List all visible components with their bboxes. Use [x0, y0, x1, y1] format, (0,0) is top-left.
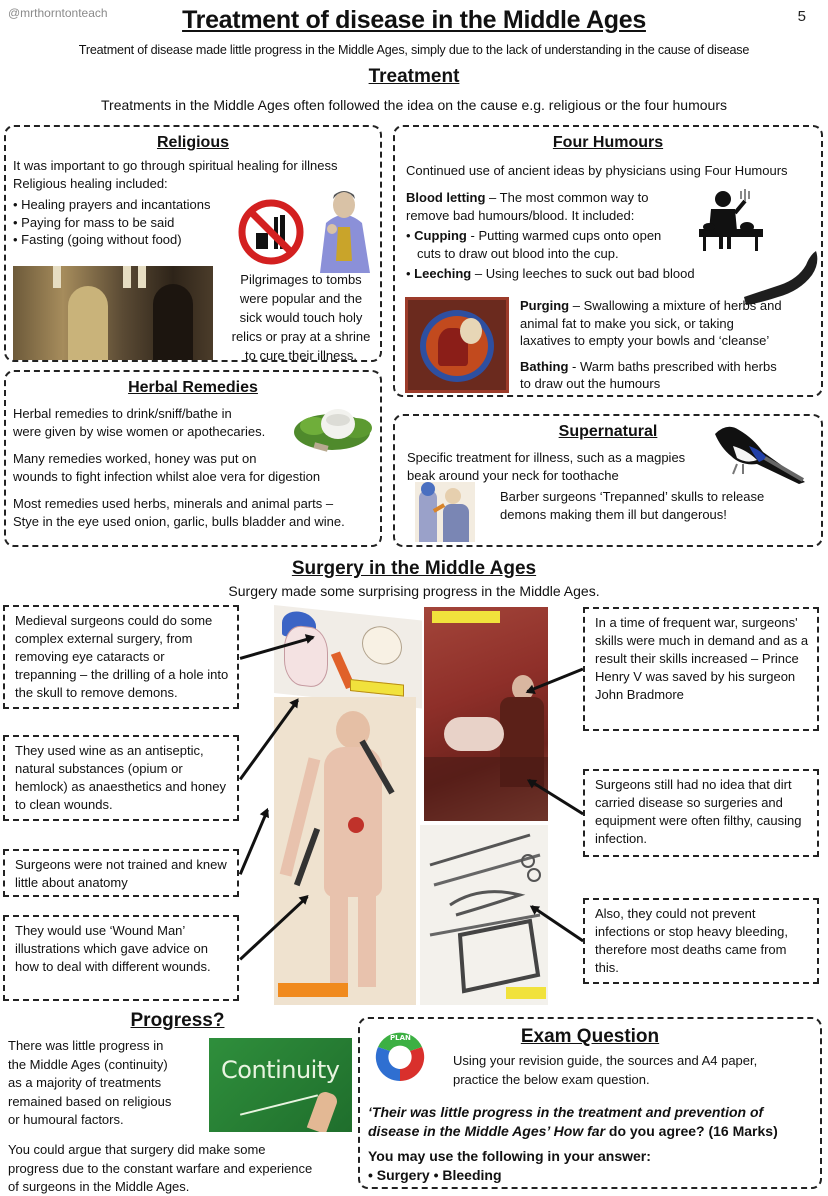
supernatural-text: Specific treatment for illness, such as a magpies [407, 450, 686, 465]
herbal-text: Stye in the eye used onion, garlic, bulls bladder and wine. [13, 513, 345, 529]
herbal-text: were given by wise women or apothecaries. [13, 423, 266, 439]
exam-question: ‘Their was little progress in the treatment and prevention of [368, 1104, 764, 1120]
exam-question: disease in the Middle Ages’ How far [368, 1123, 606, 1139]
pilgrims-painting [13, 266, 213, 360]
progress-text: of surgeons in the Middle Ages. [8, 1179, 190, 1194]
no-food-drink-icon [236, 197, 306, 267]
exam-hint-label: You may use the following in your answer: [368, 1148, 651, 1164]
continuity-chalkboard-image [209, 1038, 352, 1132]
purging-text: – Swallowing a mixture of herbs and [569, 298, 782, 313]
exam-hint-items: • Surgery • Bleeding [368, 1167, 502, 1183]
cupping-label: Cupping [414, 228, 467, 243]
four-humours-box [393, 125, 823, 397]
religious-box [4, 125, 382, 362]
treatment-intro: Treatments in the Middle Ages often followed the idea on the cause e.g. religious or the four humours [101, 97, 727, 113]
herbal-text: wounds to fight infection whilst aloe vera for digestion [13, 468, 321, 484]
herbs-mortar-image [292, 400, 378, 456]
purging-label: Purging [520, 298, 570, 313]
exam-question-marks: do you agree? (16 Marks) [605, 1123, 778, 1139]
progress-text: remained based on religious [8, 1093, 172, 1109]
purging-text: laxatives to empty your bowls and ‘cleanse’ [520, 333, 770, 348]
progress-text: the Middle Ages (continuity) [8, 1056, 168, 1072]
progress-text: progress due to the constant warfare and experience [8, 1160, 313, 1176]
progress-text: You could argue that surgery did make some [8, 1142, 266, 1157]
surgery-callout: They used wine as an antiseptic, natural substances (opium or hemlock) as anaesthetics and honey to clean wounds. [3, 735, 239, 821]
author-handle: @mrthorntonteach [8, 6, 108, 20]
page-subtitle: Treatment of disease made little progress in the Middle Ages, simply due to the lack of understanding in the cause of disease [78, 43, 750, 57]
blood-letting-text: – The most common way to [485, 190, 649, 205]
blood-letting-text: remove bad humours/blood. It included: [406, 207, 635, 223]
pilgrimage-text: to cure their illness. [245, 348, 357, 363]
religious-bullet: • Fasting (going without food) [13, 231, 337, 249]
blood-letting-label: Blood letting [406, 190, 486, 205]
religious-intro: It was important to go through spiritual healing for illness [13, 158, 338, 173]
surgery-callout: In a time of frequent war, surgeons' skills were much in demand and as a result their skills increased – Prince Henry V was saved by his surgeon John Bradmore [583, 607, 819, 731]
herbal-text: Herbal remedies to drink/sniff/bathe in [13, 406, 232, 421]
bathing-text: - Warm baths prescribed with herbs [568, 358, 777, 374]
surgery-image-wound-man [274, 697, 416, 1005]
religious-healing-label: Religious healing included: [13, 175, 168, 191]
bathing-label: Bathing [520, 358, 569, 374]
purging-text: animal fat to make you sick, or taking [520, 315, 734, 331]
cupping-text: cuts to draw out blood into the cup. [417, 245, 619, 261]
surgery-image-barber [424, 607, 548, 821]
progress-text: or humoural factors. [8, 1112, 124, 1127]
pilgrimage-text: relics or pray at a shrine [231, 329, 371, 344]
physician-icon [695, 185, 765, 253]
four-humours-heading: Four Humours [552, 134, 664, 151]
trepanning-illustration [415, 482, 475, 542]
surgery-callout: Surgeons were not trained and knew little about anatomy [3, 849, 239, 897]
progress-text: as a majority of treatments [8, 1075, 162, 1090]
treatment-heading: Treatment [368, 66, 460, 87]
four-humours-intro: Continued use of ancient ideas by physicians using Four Humours [406, 163, 788, 178]
herbal-text: Most remedies used herbs, minerals and animal parts – [13, 496, 334, 511]
supernatural-text: beak around your neck for toothache [407, 467, 619, 483]
exam-instructions: practice the below exam question. [453, 1071, 650, 1087]
herbal-text: Many remedies worked, honey was put on [13, 451, 257, 466]
surgery-callout: They would use ‘Wound Man’ illustrations which gave advice on how to deal with different wounds. [3, 915, 239, 1001]
surgery-callout: Surgeons still had no idea that dirt carried disease so surgeries and equipment were often filthy, causing infection. [583, 769, 819, 857]
exam-heading: Exam Question [520, 1026, 660, 1047]
religious-bullet: • Healing prayers and incantations [13, 196, 337, 214]
pilgrimage-text: Pilgrimages to tombs [240, 272, 362, 287]
surgery-intro: Surgery made some surprising progress in the Middle Ages. [228, 583, 600, 599]
cycle-label-plan: PLAN [390, 1034, 411, 1042]
page-title: Treatment of disease in the Middle Ages [182, 6, 646, 34]
supernatural-heading: Supernatural [558, 423, 658, 440]
purging-manuscript-image [405, 297, 509, 393]
religious-heading: Religious [156, 134, 229, 151]
pilgrimage-text: were popular and the [239, 291, 363, 306]
exam-instructions: Using your revision guide, the sources and A4 paper, [453, 1053, 758, 1068]
arrow-connector [239, 809, 269, 874]
chalkboard-word: Continuity [221, 1056, 340, 1084]
progress-text: There was little progress in [8, 1038, 164, 1053]
religious-bullet: • Paying for mass to be said [13, 214, 337, 232]
surgery-callout: Medieval surgeons could do some complex external surgery, from removing eye cataracts or trepanning – the drilling of a hole into the skull to remove demons. [3, 605, 239, 709]
herbal-remedies-box [4, 370, 382, 547]
supernatural-text: Barber surgeons ‘Trepanned’ skulls to release [500, 489, 765, 504]
pilgrimage-text: sick would touch holy [239, 310, 363, 325]
surgery-heading: Surgery in the Middle Ages [291, 558, 537, 579]
monk-illustration [312, 183, 376, 273]
surgery-callout: Also, they could not prevent infections or stop heavy bleeding, therefore most deaths came from this. [583, 898, 819, 984]
magpie-illustration [713, 420, 809, 486]
leeching-text: – Using leeches to suck out bad blood [471, 266, 695, 281]
surgery-image-instruments [420, 825, 548, 1005]
surgery-image-cataract [274, 605, 422, 709]
page-number: 5 [797, 8, 806, 25]
supernatural-text: demons making them ill but dangerous! [500, 506, 727, 522]
cupping-text: - Putting warmed cups onto open [466, 228, 662, 243]
supernatural-box [393, 414, 823, 547]
bathing-text: to draw out the humours [520, 376, 661, 391]
exam-question-box [358, 1017, 822, 1189]
surgery-collage [274, 605, 548, 1005]
progress-heading: Progress? [130, 1010, 225, 1031]
herbal-heading: Herbal Remedies [128, 379, 258, 396]
leeching-label: Leeching [414, 266, 472, 281]
